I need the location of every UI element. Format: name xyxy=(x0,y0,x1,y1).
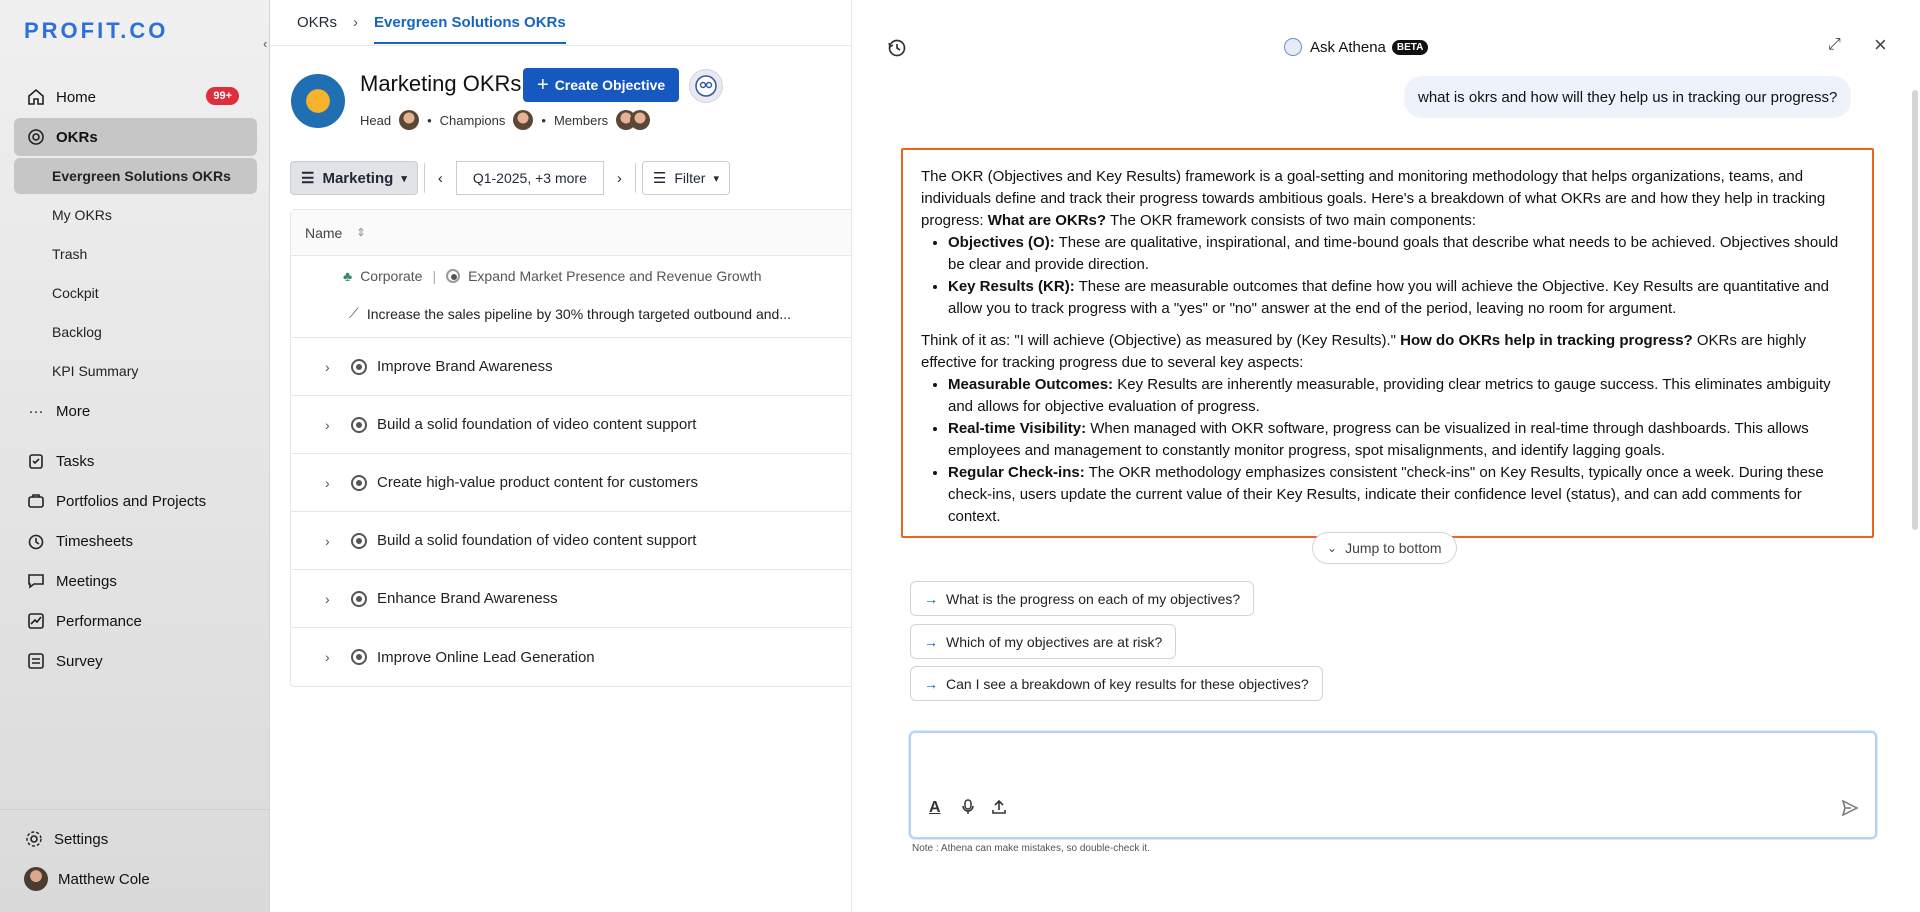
user-name: Matthew Cole xyxy=(58,870,150,888)
target-icon xyxy=(351,417,367,433)
message-composer xyxy=(909,731,1877,839)
okr-toolbar xyxy=(290,161,736,195)
sidebar-subitem-backlog[interactable]: Backlog xyxy=(52,324,102,340)
create-objective-label: Create Objective xyxy=(554,77,666,93)
arrow-right-icon: → xyxy=(924,590,938,607)
answer-list-benefits xyxy=(921,374,1856,528)
upload-icon[interactable] xyxy=(991,799,1007,820)
expand-chevron-icon[interactable]: › xyxy=(325,590,330,607)
parent-category: Corporate xyxy=(360,268,423,284)
gear-icon xyxy=(24,829,44,849)
team-filter-label: Marketing xyxy=(322,169,394,187)
period-selector xyxy=(424,161,636,195)
answer-heading-how-text: OKRs are highly effective for tracking progress due to several key aspects: xyxy=(921,332,1807,371)
answer-intro: The OKR (Objectives and Key Results) framework is a goal-setting and monitoring methodology that helps organizations, teams, and individuals define and track their progress towards ambitious goals. Here's a breakdown of what OKRs are and how they help in tracking progress: xyxy=(921,168,1826,229)
sidebar-item-more[interactable] xyxy=(14,392,257,430)
sidebar-item-okrs[interactable] xyxy=(14,118,257,156)
period-label[interactable]: Q1-2025, +3 more xyxy=(472,170,587,186)
members-label: Members xyxy=(553,112,609,128)
ellipsis-icon: ··· xyxy=(28,402,44,420)
target-icon xyxy=(351,649,367,665)
answer-heading-what: What are OKRs? xyxy=(987,212,1107,229)
breadcrumb xyxy=(271,0,851,46)
breadcrumb-current[interactable]: Evergreen Solutions OKRs xyxy=(374,2,566,44)
list-term: Real-time Visibility: xyxy=(948,420,1087,437)
expand-chevron-icon[interactable]: › xyxy=(325,358,330,375)
list-item xyxy=(948,374,1856,418)
sidebar-subitem-my-okrs[interactable]: My OKRs xyxy=(52,207,112,223)
sidebar-item-survey[interactable] xyxy=(14,642,257,680)
table-row[interactable] xyxy=(291,396,851,454)
sidebar-nav xyxy=(14,78,257,682)
team-logo xyxy=(291,74,345,128)
list-text: When managed with OKR software, progress can be visualized in real-time through dashboards. This allows employees and management to constantly monitor progress, spot misalignments, and identify lagging goals. xyxy=(948,420,1809,459)
close-icon[interactable]: × xyxy=(1874,32,1887,57)
plus-icon: + xyxy=(537,73,549,96)
main-content xyxy=(271,0,851,912)
chat-icon xyxy=(26,571,46,591)
sidebar-item-label: Survey xyxy=(56,652,103,670)
suggestion-button[interactable] xyxy=(910,666,1323,701)
arrow-right-icon: → xyxy=(924,675,938,692)
athena-answer xyxy=(901,148,1874,538)
ask-athena-panel xyxy=(851,0,1920,912)
expand-icon[interactable]: ⤢ xyxy=(1828,36,1841,53)
sidebar-item-label: Home xyxy=(56,88,97,106)
separator-dot: • xyxy=(427,112,432,128)
parent-objective: ♣ Corporate | Expand Market Presence and Revenue Growth xyxy=(343,268,762,284)
list-term: Key Results (KR): xyxy=(948,278,1075,295)
disclaimer-note: Note : Athena can make mistakes, so double-check it. xyxy=(912,843,1150,854)
sidebar-item-label: Tasks xyxy=(56,452,95,470)
head-label: Head xyxy=(360,112,392,128)
jump-label: Jump to bottom xyxy=(1345,540,1442,556)
objective-title: Create high-value product content for customers xyxy=(377,474,698,491)
send-icon[interactable] xyxy=(1841,799,1859,822)
sidebar-subitem-cockpit[interactable]: Cockpit xyxy=(52,285,99,301)
suggestion-button[interactable] xyxy=(910,624,1176,659)
user-profile[interactable] xyxy=(14,860,256,898)
sidebar-subitem-kpi-summary[interactable]: KPI Summary xyxy=(52,363,139,379)
team-filter-dropdown[interactable] xyxy=(290,161,418,195)
target-icon xyxy=(351,533,367,549)
jump-to-bottom-button[interactable] xyxy=(1312,532,1457,564)
list-text: The OKR methodology emphasizes consistent "check-ins" on Key Results, typically once a week. During these check-ins, users update the current value of their Key Results, indicate their confidence level (status), and can add comments for context. xyxy=(948,464,1824,525)
sidebar-item-portfolios[interactable] xyxy=(14,482,257,520)
expand-chevron-icon[interactable]: › xyxy=(325,532,330,549)
expand-chevron-icon[interactable]: › xyxy=(325,416,330,433)
notification-badge: 99+ xyxy=(206,87,239,105)
corporate-icon: ♣ xyxy=(343,268,353,284)
message-input[interactable] xyxy=(921,741,1861,791)
okr-table xyxy=(290,209,851,687)
sidebar-item-label: Portfolios and Projects xyxy=(56,492,207,510)
expand-chevron-icon[interactable]: › xyxy=(325,649,330,665)
list-item xyxy=(948,276,1856,320)
list-term: Objectives (O): xyxy=(948,234,1055,251)
text-format-icon[interactable]: A xyxy=(929,799,941,816)
collapse-sidebar-chevron-icon[interactable]: ‹ xyxy=(263,36,268,51)
sidebar-item-label: Meetings xyxy=(56,572,117,590)
brand-logo[interactable]: PROFIT.CO xyxy=(24,18,169,43)
chevron-down-icon: ▾ xyxy=(713,172,719,185)
hamburger-icon: ☰ xyxy=(301,170,315,187)
beta-badge: BETA xyxy=(1392,40,1428,55)
filter-label: Filter xyxy=(674,170,706,186)
history-icon[interactable] xyxy=(887,38,907,63)
prev-period-chevron-icon[interactable]: ‹ xyxy=(425,161,457,195)
scrollbar[interactable] xyxy=(1912,90,1918,530)
avatar xyxy=(24,867,48,891)
expand-chevron-icon[interactable]: › xyxy=(325,474,330,491)
suggestion-label: Can I see a breakdown of key results for these objectives? xyxy=(946,675,1309,692)
table-row[interactable] xyxy=(291,512,851,570)
list-term: Regular Check-ins: xyxy=(948,464,1085,481)
target-icon xyxy=(351,359,367,375)
settings-label: Settings xyxy=(54,830,109,848)
arrow-right-icon: → xyxy=(924,633,938,650)
sidebar xyxy=(0,0,270,912)
table-header xyxy=(291,210,851,256)
target-icon xyxy=(26,127,46,147)
filter-icon: ☰ xyxy=(652,170,667,187)
key-result-icon: ⟋ xyxy=(349,305,359,321)
sidebar-item-label: Performance xyxy=(56,612,142,630)
table-row[interactable] xyxy=(291,338,851,396)
team-meta xyxy=(360,110,658,130)
list-item xyxy=(948,418,1856,462)
next-period-chevron-icon[interactable]: › xyxy=(603,161,635,195)
objective-title: Enhance Brand Awareness xyxy=(377,590,558,607)
athena-owl-icon[interactable] xyxy=(689,69,723,103)
survey-icon xyxy=(26,651,46,671)
list-text: These are measurable outcomes that define how you will achieve the Objective. Key Results are quantitative and allow you to track progress with a "yes" or "no" answer at the end of the period, leaving no room for argument. xyxy=(948,278,1830,317)
objective-title: Build a solid foundation of video content support xyxy=(377,532,697,549)
member-avatar[interactable] xyxy=(630,110,650,130)
chevron-right-icon: › xyxy=(353,14,359,31)
create-objective-button[interactable] xyxy=(523,68,679,102)
filter-button[interactable] xyxy=(642,161,730,195)
separator-dot: • xyxy=(541,112,546,128)
sidebar-item-label: Timesheets xyxy=(56,532,133,550)
objective-title: Improve Online Lead Generation xyxy=(377,648,595,666)
target-icon xyxy=(446,269,460,283)
objective-title: Improve Brand Awareness xyxy=(377,358,553,375)
table-row[interactable] xyxy=(291,570,851,628)
list-text: Key Results are inherently measurable, providing clear metrics to gauge success. This eliminates ambiguity and allows for objective evaluation of progress. xyxy=(948,376,1831,415)
list-item xyxy=(948,232,1856,276)
table-row-parent[interactable] xyxy=(291,256,851,338)
sidebar-item-meetings[interactable] xyxy=(14,562,257,600)
table-row[interactable] xyxy=(291,628,851,686)
objective-title: Build a solid foundation of video content support xyxy=(377,416,697,433)
list-text: These are qualitative, inspirational, and time-bound goals that describe what needs to be achieved. Objectives should be clear and provide direction. xyxy=(948,234,1839,273)
microphone-icon[interactable] xyxy=(961,799,975,820)
head-avatar[interactable] xyxy=(399,110,419,130)
suggestion-button[interactable] xyxy=(910,581,1254,616)
suggestion-label: Which of my objectives are at risk? xyxy=(946,633,1163,650)
parent-objective-title[interactable]: Expand Market Presence and Revenue Growth xyxy=(468,268,762,284)
clipboard-icon xyxy=(26,451,46,471)
sidebar-item-settings[interactable] xyxy=(14,820,256,858)
sidebar-subitem-trash[interactable]: Trash xyxy=(52,246,88,262)
sidebar-item-home[interactable] xyxy=(14,78,257,116)
table-row[interactable] xyxy=(291,454,851,512)
suggestion-label: What is the progress on each of my objectives? xyxy=(946,590,1241,607)
breadcrumb-root[interactable]: OKRs xyxy=(297,14,338,31)
column-header-name[interactable]: Name xyxy=(305,224,343,241)
chart-icon xyxy=(26,611,46,631)
home-icon xyxy=(26,87,46,107)
chevron-down-icon: ▾ xyxy=(401,172,407,185)
sidebar-item-label: More xyxy=(56,402,91,420)
sidebar-item-tasks[interactable] xyxy=(14,442,257,480)
sidebar-item-label: OKRs xyxy=(56,128,98,146)
target-icon xyxy=(351,591,367,607)
answer-heading-what-text: The OKR framework consists of two main components: xyxy=(1106,212,1476,229)
clock-icon xyxy=(26,531,46,551)
champions-label: Champions xyxy=(439,112,506,128)
page-title: Marketing OKRs xyxy=(360,71,522,96)
athena-logo-icon xyxy=(1284,38,1302,56)
athena-title: Ask Athena xyxy=(1310,38,1386,56)
key-result-row[interactable] xyxy=(349,305,791,322)
target-icon xyxy=(351,475,367,491)
athena-title-group xyxy=(1284,38,1428,56)
answer-list-components xyxy=(921,232,1856,320)
sort-icon[interactable]: ⇕ xyxy=(356,227,366,239)
sidebar-item-timesheets[interactable] xyxy=(14,522,257,560)
answer-heading-how: How do OKRs help in tracking progress? xyxy=(1400,332,1693,349)
champion-avatar[interactable] xyxy=(513,110,533,130)
briefcase-icon xyxy=(26,491,46,511)
sidebar-item-performance[interactable] xyxy=(14,602,257,640)
chevron-down-icon: ⌄ xyxy=(1327,541,1338,555)
sidebar-subitem-evergreen-okrs[interactable]: Evergreen Solutions OKRs xyxy=(14,158,257,194)
user-message: what is okrs and how will they help us in tracking our progress? xyxy=(1404,76,1851,118)
answer-think: Think of it as: "I will achieve (Objective) as measured by (Key Results)." xyxy=(921,332,1401,349)
list-item xyxy=(948,462,1856,528)
sidebar-footer xyxy=(0,809,270,912)
key-result-title: Increase the sales pipeline by 30% through targeted outbound and... xyxy=(366,305,792,322)
list-term: Measurable Outcomes: xyxy=(948,376,1114,393)
